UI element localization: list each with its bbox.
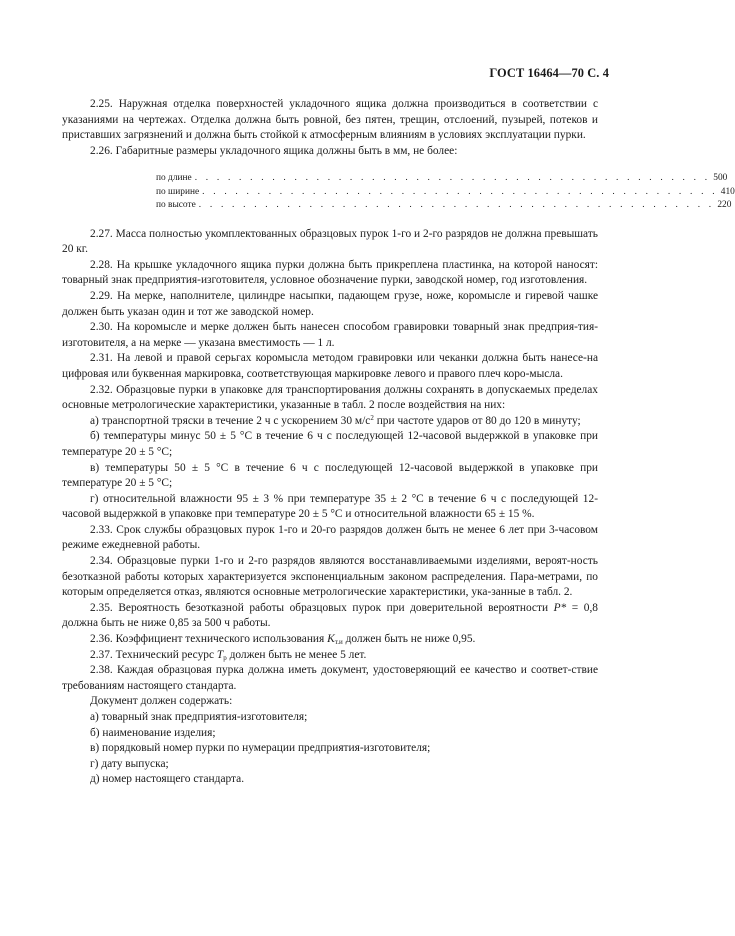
paragraph-2-26: 2.26. Габаритные размеры укладочного ящика должны быть в мм, не более: xyxy=(90,144,458,157)
page-header: ГОСТ 16464—70 С. 4 xyxy=(489,66,609,80)
list-item: г) дату выпуска; xyxy=(90,757,169,770)
text-fragment: должен быть не ниже 0,95. xyxy=(342,633,476,646)
dimension-label: по высоте xyxy=(156,200,196,211)
dot-leader: . . . . . . . . . . . . . . . . . . . . . . . . . . . . . . . . . . . . . . . . . . . . . . . xyxy=(202,186,718,197)
paragraph-2-33: 2.33. Срок службы образцовых пурок 1-го и 20-го разрядов должен быть не менее 6 лет при 3-часовом режиме ежедневной работы. xyxy=(62,523,598,552)
dimension-label: по длине xyxy=(156,173,192,184)
paragraph-2-35 xyxy=(62,601,598,632)
paragraph-2-38: 2.38. Каждая образцовая пурка должна иметь документ, удостоверяющий ее качество и соответ-ствие требованиям настоящего стандарта. xyxy=(62,664,598,692)
dimension-row-height xyxy=(156,199,732,212)
dot-leader: . . . . . . . . . . . . . . . . . . . . . . . . . . . . . . . . . . . . . . . . . . . . . . . xyxy=(194,173,711,184)
text-fragment: должен быть не менее 5 лет. xyxy=(226,648,367,661)
subscript: р xyxy=(223,653,227,662)
paragraph-2-32-b: б) температуры минус 50 ± 5 °С в течение 6 ч с последующей 12-часовой выдержкой в упаковке при температуре 20 ± 5 °С; xyxy=(62,430,598,458)
paragraph-2-30: 2.30. На коромысле и мерке должен быть нанесен способом гравировки товарный знак предприя-тия-изготовителя, а на мерке — указана вместимость — 1 л. xyxy=(62,321,598,349)
list-item: а) товарный знак предприятия-изготовителя; xyxy=(90,711,308,723)
text-fragment: 2.36. Коэффициент технического использования xyxy=(90,633,328,646)
paragraph-2-32-g: г) относительной влажности 95 ± 3 % при температуре 35 ± 2 °С в течение 6 ч с последующей 12-часовой выдержкой в упаковке при температуре 20 ± 5 °С и относительной влажности 65 ± 15 %. xyxy=(62,492,598,521)
paragraph-2-32: 2.32. Образцовые пурки в упаковке для транспортирования должны сохранять в допускаемых пределах основные метрологические характеристики, указанные в табл. 2 после воздействия на них: xyxy=(62,383,598,412)
symbol: Т xyxy=(216,648,224,661)
paragraph-2-32-a xyxy=(62,414,598,430)
document-contents-intro: Документ должен содержать: xyxy=(90,695,233,708)
superscript: 2 xyxy=(370,413,374,422)
text-fragment: 2.35. Вероятность безотказной работы образцовых пурок при доверительной вероятности xyxy=(90,601,554,614)
paragraph-2-32-v: в) температуры 50 ± 5 °С в течение 6 ч с последующей 12-часовой выдержкой в упаковке при температуре 20 ± 5 °С; xyxy=(62,461,598,490)
dimension-value: 500 xyxy=(713,173,728,184)
text-fragment: 2.37. Технический ресурс xyxy=(90,648,217,661)
dimension-row-width xyxy=(156,186,735,199)
list-item: в) порядковый номер пурки по нумерации предприятия-изготовителя; xyxy=(90,742,431,755)
paragraph-2-27: 2.27. Масса полностью укомплектованных образцовых пурок 1-го и 2-го разрядов не должна превышать 20 кг. xyxy=(62,227,598,256)
dimension-value: 410 xyxy=(720,186,735,197)
dot-leader: . . . . . . . . . . . . . . . . . . . . . . . . . . . . . . . . . . . . . . . . . . . . . . . xyxy=(198,200,715,211)
paragraph-2-37 xyxy=(62,648,598,664)
paragraph-2-31: 2.31. На левой и правой серьгах коромысла методом гравировки или чеканки должна быть нанесе-на цифровая или буквенная маркировка, соответствующая маркировке левого и правого плеч коро-мысла. xyxy=(62,352,598,380)
document-contents-list xyxy=(62,710,598,788)
symbol: К xyxy=(327,633,335,646)
dimension-row-length xyxy=(156,172,728,185)
text-fragment: = 0,8 должна быть не ниже 0,85 за 500 ч работы. xyxy=(62,601,598,630)
subscript: т.и xyxy=(334,638,343,647)
paragraph-2-25: 2.25. Наружная отделка поверхностей укладочного ящика должна производиться в соответствии с указаниями на чертежах. Отделка должна быть ровной, без пятен, трещин, отслоений, пузырей, потеков и приставших загрязнений и должна быть стойкой к атмосферным влияниям в условиях эксплуатации пурки. xyxy=(62,98,598,142)
dimension-value: 220 xyxy=(717,200,732,211)
document-body xyxy=(62,97,735,788)
text-fragment: при частоте ударов от 80 до 120 в минуту; xyxy=(373,414,581,427)
paragraph-2-36 xyxy=(62,632,598,648)
text-fragment: а) транспортной тряски в течение 2 ч с ускорением 30 м/с xyxy=(90,414,371,427)
list-item: д) номер настоящего стандарта. xyxy=(90,773,245,786)
paragraph-2-29: 2.29. На мерке, наполнителе, цилиндре насыпки, падающем грузе, ноже, коромысле и гиревой чашке должен быть указан один и тот же заводской номер. xyxy=(62,289,598,318)
dimensions-list xyxy=(156,172,735,212)
dimension-label: по ширине xyxy=(156,186,200,197)
symbol: Р* xyxy=(553,601,567,614)
paragraph-2-28: 2.28. На крышке укладочного ящика пурки должна быть прикреплена пластинка, на которой наносят: товарный знак предприятия-изготовителя, условное обозначение пурки, заводской номер, год изготовления. xyxy=(62,258,598,287)
paragraph-2-34: 2.34. Образцовые пурки 1-го и 2-го разрядов являются восстанавливаемыми изделиями, вероят-ность безотказной работы которых характеризуется экспоненциальным законом распределения. Пара-метрами, по которым определяется отказ, являются основные метрологические характеристики, ука-занные в табл. 2. xyxy=(62,555,598,599)
list-item: б) наименование изделия; xyxy=(90,726,216,739)
